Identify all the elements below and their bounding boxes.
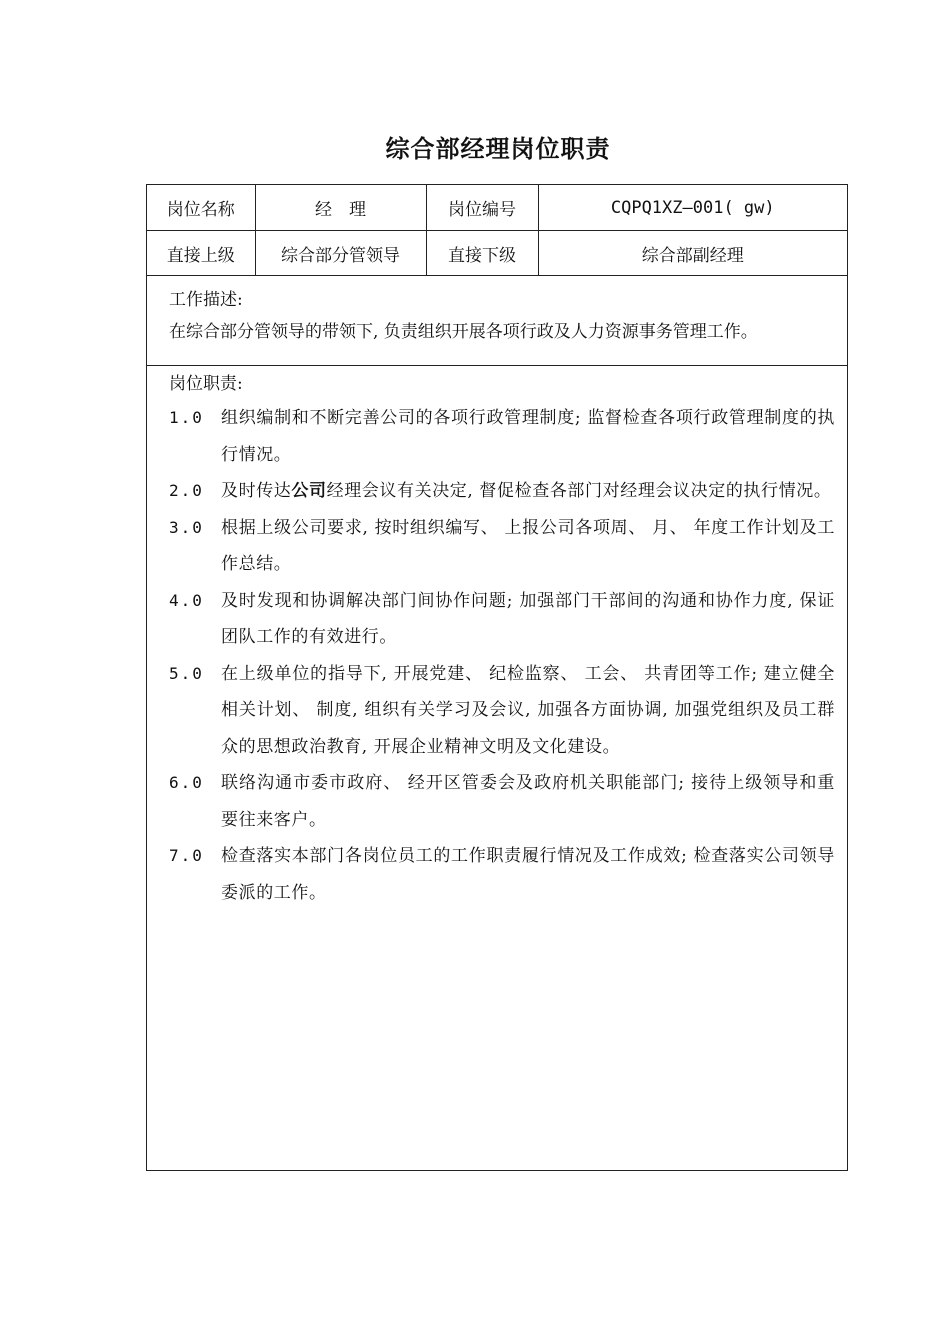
duty-number: 1.0 [169,408,204,427]
value-direct-superior: 综合部分管领导 [255,231,426,276]
duty-text: 在上级单位的指导下, 开展党建、 纪检监察、 工会、 共青团等工作; 建立健全相关计划、 制度, 组织有关学习及会议, 加强各方面协调, 加强党组织及员工群众的思想政治教育, 开展企业精神文明及文化建设。 [221,663,835,757]
value-position-code: CQPQ1XZ—001( gw) [538,185,847,231]
position-info-table [147,185,847,276]
duty-number: 5.0 [169,663,204,683]
job-description-frame [146,184,848,1171]
duty-item [169,583,847,656]
duty-text: 检查落实本部门各岗位员工的工作职责履行情况及工作成效; 检查落实公司领导委派的工作。 [221,846,835,903]
duty-text: 及时发现和协调解决部门间协作问题; 加强部门干部间的沟通和协作力度, 保证团队工作的有效进行。 [221,590,835,647]
duties-heading: 岗位职责: [169,374,243,394]
duty-item [169,656,847,766]
value-position-name: 经 理 [255,185,426,231]
label-position-code: 岗位编号 [426,185,538,231]
work-description-text: 在综合部分管领导的带领下, 负责组织开展各项行政及人力资源事务管理工作。 [169,322,758,342]
duty-item [169,838,847,911]
duty-item [169,510,847,583]
duty-text-bold: 公司 [291,481,327,501]
duty-number: 4.0 [169,590,204,610]
duty-text-post: 经理会议有关决定, 督促检查各部门对经理会议决定的执行情况。 [326,481,832,501]
label-position-name: 岗位名称 [147,185,255,231]
duty-text-pre: 及时传达 [221,481,292,501]
duty-text: 联络沟通市委市政府、 经开区管委会及政府机关职能部门; 接待上级领导和重要往来客户。 [221,773,835,830]
duty-text [221,473,835,510]
duty-item [169,765,847,838]
label-direct-superior: 直接上级 [147,231,255,276]
duty-text: 组织编制和不断完善公司的各项行政管理制度; 监督检查各项行政管理制度的执行情况。 [221,408,835,465]
label-direct-subordinate: 直接下级 [426,231,538,276]
value-direct-subordinate: 综合部副经理 [538,231,847,276]
duty-item [169,473,847,510]
work-description-heading: 工作描述: [169,290,243,310]
duty-number: 6.0 [169,773,204,792]
info-row-reporting [147,231,847,276]
duties-section [147,366,847,911]
duty-number: 3.0 [169,517,204,537]
duty-number: 7.0 [169,846,204,865]
document-title: 综合部经理岗位职责 [385,135,611,163]
duty-number: 2.0 [169,481,204,500]
work-description-section [147,276,847,366]
duty-item [169,400,847,473]
info-row-position [147,185,847,231]
duty-text: 根据上级公司要求, 按时组织编写、 上报公司各项周、 月、 年度工作计划及工作总结。 [221,517,835,574]
